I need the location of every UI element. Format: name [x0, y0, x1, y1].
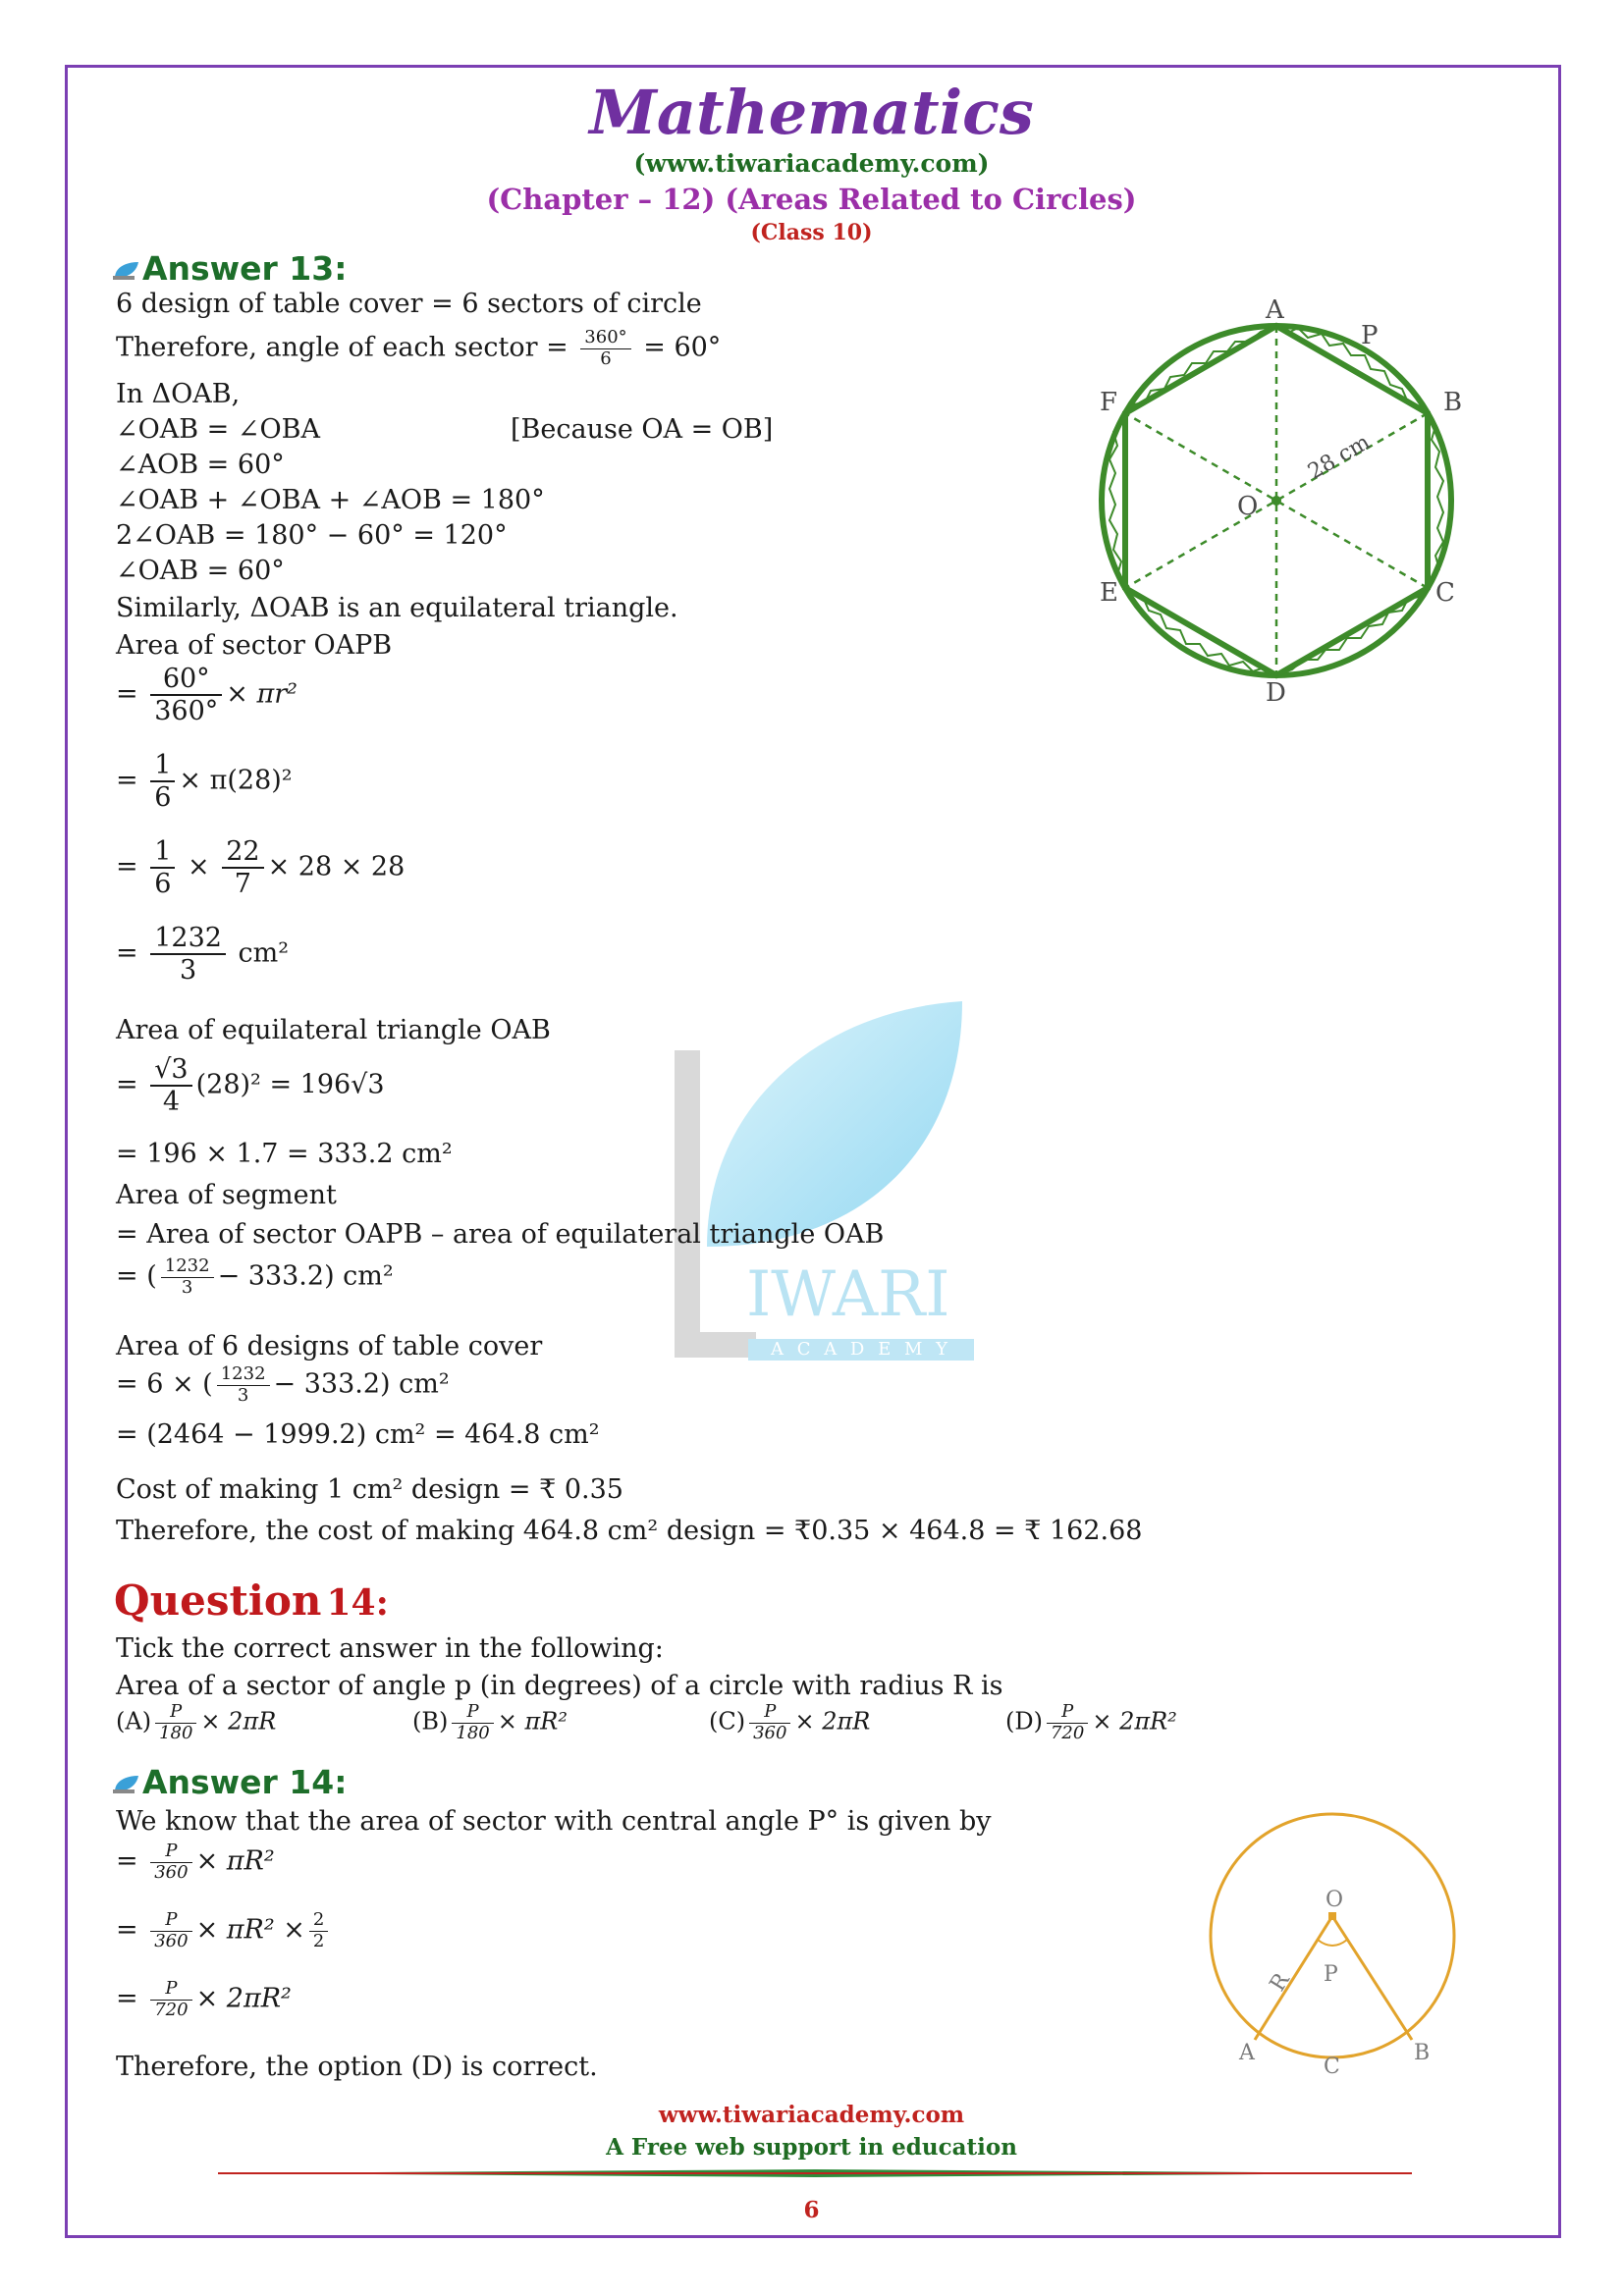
label-r: R [1265, 1968, 1295, 1997]
frac-den: 3 [181, 1276, 193, 1298]
label-d: D [1266, 678, 1286, 707]
step-lead: = 6 × ( [116, 1368, 213, 1400]
option-rest: × πR² [497, 1707, 568, 1735]
option-d [1005, 1702, 1177, 1743]
frac-den: 180 [456, 1722, 490, 1743]
tiwari-logo-icon [111, 260, 140, 282]
frac-num: 1232 [217, 1364, 270, 1386]
sector-step-2: = $\frac{1}{6}$ × π(28)² [116, 750, 293, 814]
question-14-heading [114, 1576, 389, 1625]
tiwari-logo-icon [111, 1774, 140, 1795]
cost-line-1: Cost of making 1 cm² design = ₹ 0.35 [116, 1474, 623, 1505]
frac-num: 22 [222, 836, 263, 869]
footer-tagline: A Free web support in education [606, 2134, 1017, 2161]
label-f: F [1100, 388, 1118, 417]
label-o: O [1237, 492, 1259, 521]
segment-heading: Area of segment [116, 1180, 337, 1210]
frac-num: 60° [150, 664, 222, 696]
frac-den: 360 [154, 1930, 189, 1951]
triangle-heading: Area of equilateral triangle OAB [116, 1015, 551, 1045]
a13-line-1: 6 design of table cover = 6 sectors of circle [116, 289, 702, 319]
watermark-brand: IWARI [746, 1258, 950, 1331]
q14-line-2: Area of a sector of angle p (in degrees) of a circle with radius R is [116, 1671, 1003, 1701]
triangle-step-1: = $\frac{√3}{4}$ (28)² = 196√3 [116, 1054, 385, 1118]
footer-site: www.tiwariacademy.com [658, 2102, 965, 2128]
frac-den: 6 [154, 869, 172, 900]
answer-14-heading [111, 1763, 347, 1801]
frac-num: 1 [150, 836, 175, 869]
option-label: (C) [709, 1707, 746, 1735]
step-rest: − 333.2) cm² [217, 1260, 394, 1292]
answer-14-heading-text: Answer 14: [142, 1763, 348, 1801]
center-point [1328, 1912, 1336, 1920]
frac [222, 836, 263, 899]
step-rest: cm² [238, 937, 290, 969]
frac-num: P [150, 1979, 191, 2001]
frac-num: 2 [309, 1910, 328, 1932]
frac-num: √3 [150, 1054, 191, 1087]
frac [150, 1842, 191, 1883]
designs-step-1 [116, 1364, 450, 1406]
step-rest: × πr² [226, 678, 298, 710]
sector-step-4: = $\frac{1232}{3}$ cm² [116, 923, 290, 987]
center-point [1271, 496, 1281, 506]
a13-line-10: Area of sector OAPB [116, 630, 393, 661]
step-rest: (28)² = 196√3 [195, 1069, 385, 1100]
frac [217, 1364, 270, 1406]
frac [150, 836, 175, 899]
frac-den: 3 [237, 1384, 249, 1406]
answer-13-heading [111, 249, 347, 288]
angle-arc [1318, 1940, 1347, 1946]
label-p: P [1324, 1962, 1338, 1987]
a13-line-7: 2∠OAB = 180° − 60° = 120° [116, 520, 508, 551]
frac-den: 720 [1050, 1722, 1085, 1743]
q14-line-1: Tick the correct answer in the following: [116, 1633, 664, 1664]
frac-den: 3 [179, 955, 197, 987]
frac-den: 180 [159, 1722, 193, 1743]
radius-ob [1332, 1916, 1412, 2040]
frac-den: 720 [154, 1999, 189, 2020]
a13-line-8: ∠OAB = 60° [116, 556, 285, 586]
step-rest: − 333.2) cm² [273, 1368, 450, 1400]
step-rest: × π(28)² [179, 765, 293, 796]
frac-num: P [749, 1702, 790, 1724]
frac-den: 6 [154, 782, 172, 814]
a13-line-2-b: = 60° [643, 332, 722, 363]
label-p: P [1361, 321, 1379, 350]
a14-line-1: We know that the area of sector with central angle P° is given by [116, 1806, 992, 1837]
designs-step-2: = (2464 − 1999.2) cm² = 464.8 cm² [116, 1419, 600, 1450]
option-rest: × 2πR [200, 1707, 277, 1735]
watermark-sub: A C A D E M Y [748, 1339, 974, 1361]
frac-den: 4 [162, 1087, 180, 1118]
radius-oa [1255, 1916, 1332, 2040]
a13-line-6: ∠OAB + ∠OBA + ∠AOB = 180° [116, 485, 545, 515]
frac-num: 1232 [161, 1256, 214, 1278]
a14-step-3: = $\frac{P}{720}$ × 2πR² [116, 1978, 292, 2020]
a13-angle-fraction [580, 328, 630, 369]
a13-line-4b: [Because OA = OB] [511, 414, 774, 445]
frac-num: P [452, 1702, 493, 1724]
frac [150, 1054, 191, 1117]
label-b: B [1443, 388, 1463, 417]
sector-step-3: = $\frac{1}{6}$ × $\frac{22}{7}$ × 28 × 28 [116, 836, 406, 900]
frac-num: P [155, 1702, 196, 1724]
frac [1047, 1702, 1088, 1743]
designs-heading: Area of 6 designs of table cover [116, 1331, 543, 1362]
a13-line-9: Similarly, ΔOAB is an equilateral triangle. [116, 593, 678, 623]
label-b: B [1414, 2041, 1431, 2065]
footer-divider [218, 2169, 1412, 2177]
frac-num: P [1047, 1702, 1088, 1724]
a13-line-3: In ΔOAB, [116, 379, 241, 409]
answer-13-heading-text: Answer 13: [142, 249, 348, 288]
frac-den: 360° [154, 696, 219, 727]
frac [309, 1910, 328, 1951]
sector-step-1: = $\frac{60^\circ}{360^\circ}$ × πr² [116, 664, 298, 727]
cost-line-2: Therefore, the cost of making 464.8 cm² design = ₹0.35 × 464.8 = ₹ 162.68 [116, 1516, 1143, 1546]
page-number: 6 [803, 2197, 820, 2223]
segment-step-2: = ( $\frac{1232}{3}$ − 333.2) cm² [116, 1255, 394, 1298]
step-rest: × 28 × 28 [267, 851, 406, 882]
segment-step-1: = Area of sector OAPB – area of equilateral triangle OAB [116, 1219, 885, 1250]
option-rest: × 2πR² [1092, 1707, 1177, 1735]
frac [150, 664, 222, 726]
frac [150, 1910, 191, 1951]
radius-label: 28 cm [1304, 430, 1375, 485]
option-label: (D) [1005, 1707, 1043, 1735]
header-site: (www.tiwariacademy.com) [633, 149, 990, 178]
option-rest: × 2πR [794, 1707, 871, 1735]
a13-line-2 [116, 328, 721, 369]
frac-den: 2 [312, 1930, 325, 1951]
frac [150, 1979, 191, 2020]
triangle-step-2: = 196 × 1.7 = 333.2 cm² [116, 1139, 453, 1169]
frac-num: P [150, 1910, 191, 1932]
frac-num: 360° [580, 328, 630, 349]
option-a [116, 1702, 276, 1743]
label-e: E [1100, 578, 1118, 608]
question-number: 14: [326, 1582, 389, 1624]
step-rest: × πR² × [195, 1914, 305, 1946]
a14-step-1: = $\frac{P}{360}$ × πR² [116, 1841, 275, 1883]
step-rest: × πR² [195, 1845, 275, 1877]
header-class: (Class 10) [750, 220, 873, 245]
circle [1211, 1814, 1454, 2057]
header-chapter: (Chapter – 12) (Areas Related to Circles) [486, 183, 1137, 216]
frac-den: 7 [234, 869, 251, 900]
frac-num: P [150, 1842, 191, 1863]
label-o: O [1325, 1888, 1344, 1912]
a14-step-2: = $\frac{P}{360}$ × πR² × $\frac{2}{2}$ [116, 1910, 332, 1951]
frac-num: 1232 [150, 923, 226, 955]
option-c [709, 1702, 870, 1743]
label-c: C [1435, 578, 1455, 608]
frac-den: 360 [753, 1722, 787, 1743]
frac-num: 1 [150, 750, 175, 782]
page-title: Mathematics [589, 77, 1034, 148]
a13-line-5: ∠AOB = 60° [116, 450, 285, 480]
frac [155, 1702, 196, 1743]
a14-conclusion: Therefore, the option (D) is correct. [116, 2052, 598, 2082]
frac [749, 1702, 790, 1743]
label-c: C [1324, 2055, 1340, 2077]
frac-den: 360 [154, 1861, 189, 1883]
frac-den: 6 [600, 347, 612, 369]
frac [150, 923, 226, 986]
label-a: A [1266, 295, 1284, 325]
frac [161, 1256, 214, 1298]
a13-line-4a: ∠OAB = ∠OBA [116, 414, 320, 445]
option-label: (B) [412, 1707, 449, 1735]
frac [150, 750, 175, 813]
option-b [412, 1702, 568, 1743]
option-label: (A) [116, 1707, 152, 1735]
question-word: Question [114, 1576, 322, 1625]
sector-figure [1190, 1802, 1475, 2077]
a13-line-2-a: Therefore, angle of each sector = [116, 332, 568, 363]
step-rest: × 2πR² [195, 1983, 292, 2014]
frac [452, 1702, 493, 1743]
hexagon-figure [1090, 294, 1483, 707]
label-a: A [1239, 2041, 1255, 2065]
